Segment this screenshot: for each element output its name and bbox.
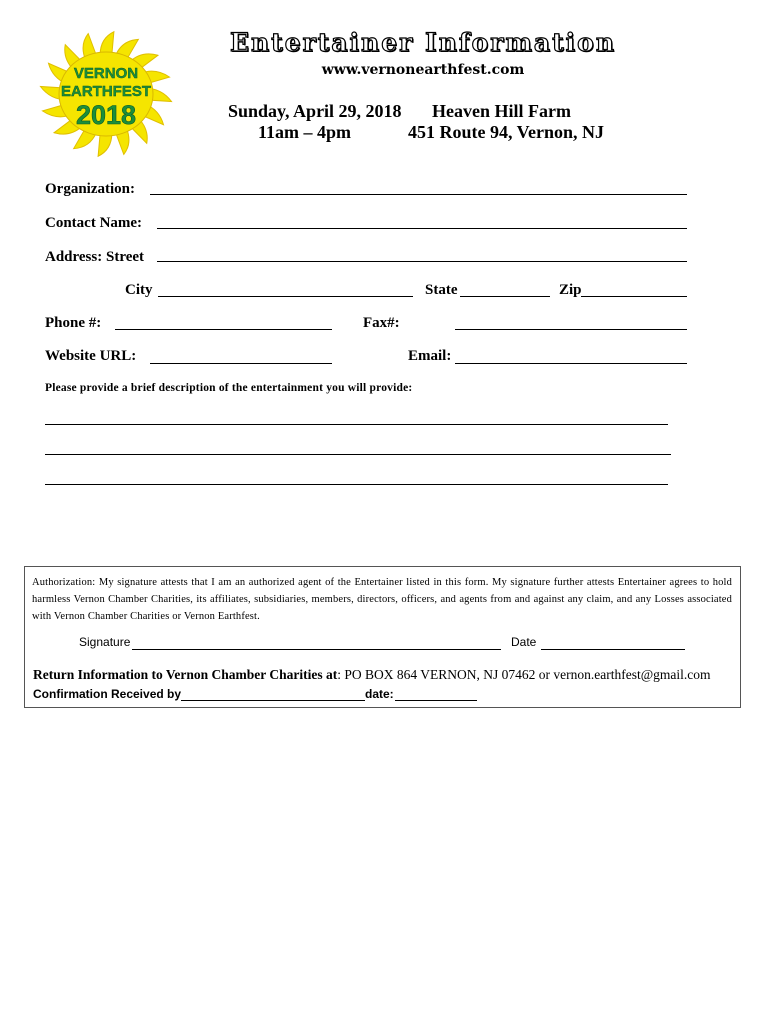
city-label: City [125, 282, 153, 298]
event-date: Sunday, April 29, 2018 [228, 101, 402, 121]
event-address: 451 Route 94, Vernon, NJ [408, 122, 605, 142]
authorization-text: Authorization: My signature attests that I am an authorized agent of the Entertainer listed in this form. My signature further attests Entertainer agrees to hold harmless Vernon Chamber Charities, its affiliates, subsidiaries, members, directors, officers, and agents from and against any claim, and any Losses associated with Vernon Chamber Charities or Vernon Earthfest. [32, 577, 732, 622]
confirmation-date-label: date: [365, 687, 394, 701]
street-field[interactable] [157, 261, 687, 262]
address-street-label: Address: Street [45, 249, 145, 265]
return-label: Return Information to Vernon Chamber Charities at [33, 667, 338, 682]
city-field[interactable] [158, 296, 413, 297]
organization-field[interactable] [150, 194, 687, 195]
description-line-2[interactable] [45, 454, 671, 455]
email-field[interactable] [455, 363, 687, 364]
description-prompt: Please provide a brief description of the entertainment you will provide: [45, 382, 413, 394]
description-line-3[interactable] [45, 484, 668, 485]
fax-label: Fax#: [363, 315, 400, 331]
phone-label: Phone #: [45, 315, 102, 331]
date-label: Date [511, 635, 537, 649]
contact-name-field[interactable] [157, 228, 687, 229]
logo-year: 2018 [75, 100, 137, 130]
organization-label: Organization: [45, 181, 135, 197]
confirmation-date-field[interactable] [395, 700, 477, 701]
event-venue: Heaven Hill Farm [432, 101, 571, 121]
date-field[interactable] [541, 649, 685, 650]
state-field[interactable] [460, 296, 550, 297]
description-line-1[interactable] [45, 424, 668, 425]
confirmation-field[interactable] [181, 700, 365, 701]
confirmation-label: Confirmation Received by [33, 687, 182, 701]
signature-field[interactable] [132, 649, 501, 650]
zip-label: Zip [559, 282, 582, 298]
email-label: Email: [408, 348, 452, 364]
website-url-label: Website URL: [45, 348, 137, 364]
fax-field[interactable] [455, 329, 687, 330]
page-title: Entertainer Information [229, 28, 617, 57]
website-link[interactable]: www.vernonearthfest.com [321, 62, 525, 78]
logo-line1: VERNON [73, 65, 139, 82]
return-address: : PO BOX 864 VERNON, NJ 07462 or vernon.earthfest@gmail.com [337, 667, 711, 682]
contact-name-label: Contact Name: [45, 215, 143, 231]
phone-field[interactable] [115, 329, 332, 330]
logo-line2: EARTHFEST [61, 83, 151, 100]
zip-field[interactable] [581, 296, 687, 297]
return-info [33, 667, 711, 683]
website-url-field[interactable] [150, 363, 332, 364]
state-label: State [425, 282, 458, 298]
signature-label: Signature [79, 635, 131, 649]
event-time: 11am – 4pm [258, 122, 352, 142]
